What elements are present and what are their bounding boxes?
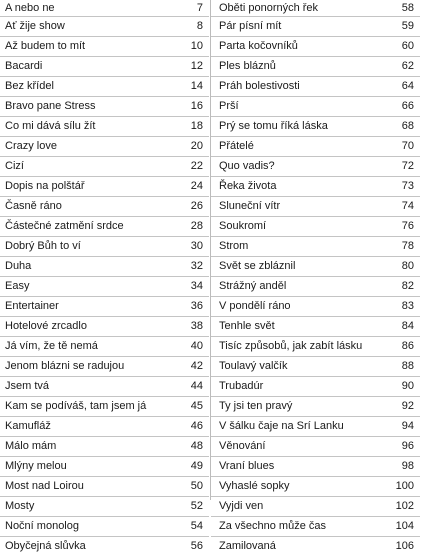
toc-entry-title: Most nad Loirou [5,480,84,492]
toc-entry [211,517,420,537]
toc-entry [0,437,209,457]
toc-entry [0,377,209,397]
toc-entry-title: Bez křídel [5,80,54,92]
toc-entry-title: Sluneční vítr [219,200,281,212]
toc-entry-title: Zamilovaná [219,540,276,552]
toc-list-left [0,0,209,557]
toc-entry-page-number: 64 [401,80,414,92]
toc-entry-page-number: 14 [190,80,203,92]
toc-entry-title: Bravo pane Stress [5,100,96,112]
toc-entry-title: V pondělí ráno [219,300,291,312]
toc-entry [211,477,420,497]
toc-entry-page-number: 62 [401,60,414,72]
toc-entry [211,57,420,77]
toc-entry-title: Přátelé [219,140,254,152]
toc-entry-page-number: 88 [401,360,414,372]
toc-entry [211,297,420,317]
toc-entry-title: Toulavý valčík [219,360,288,372]
toc-entry-title: Trubadúr [219,380,264,392]
toc-entry-page-number: 36 [190,300,203,312]
toc-entry-page-number: 98 [401,460,414,472]
toc-entry-title: V šálku čaje na Srí Lanku [219,420,344,432]
toc-entry [0,457,209,477]
toc-entry-title: Bacardi [5,60,43,72]
toc-entry [0,0,209,17]
toc-entry-page-number: 26 [190,200,203,212]
toc-entry-title: Jenom blázni se radujou [5,360,125,372]
toc-entry-page-number: 58 [401,2,414,14]
toc-entry [0,517,209,537]
toc-entry-title: Ples bláznů [219,60,276,72]
toc-entry-title: Mlýny melou [5,460,67,472]
toc-entry [0,297,209,317]
toc-entry-page-number: 56 [190,540,203,552]
toc-entry-title: Prší [219,100,239,112]
toc-entry-page-number: 104 [395,520,414,532]
toc-entry-page-number: 44 [190,380,203,392]
toc-entry-page-number: 82 [401,280,414,292]
toc-entry [211,37,420,57]
toc-entry-page-number: 24 [190,180,203,192]
toc-entry-page-number: 72 [401,160,414,172]
toc-entry [211,537,420,557]
toc-entry-page-number: 32 [190,260,203,272]
toc-entry-title: Quo vadis? [219,160,275,172]
toc-entry [0,57,209,77]
toc-entry [211,97,420,117]
toc-entry-title: Noční monolog [5,520,79,532]
toc-entry-page-number: 83 [401,300,414,312]
toc-entry [0,137,209,157]
toc-entry-title: Ať žije show [5,20,65,32]
toc-entry [211,77,420,97]
toc-entry-page-number: 7 [196,2,203,14]
toc-entry-title: Až budem to mít [5,40,86,52]
toc-entry [0,277,209,297]
toc-entry-title: Duha [5,260,32,272]
toc-entry-title: Kamufláž [5,420,51,432]
toc-entry-title: Hotelové zrcadlo [5,320,87,332]
toc-entry [211,217,420,237]
toc-entry-title: Easy [5,280,30,292]
toc-entry-page-number: 70 [401,140,414,152]
toc-entry [211,137,420,157]
toc-entry-page-number: 45 [190,400,203,412]
toc-entry-title: Svět se zbláznil [219,260,296,272]
toc-entry [0,257,209,277]
toc-entry-title: Částečné zatmění srdce [5,220,124,232]
toc-entry [211,197,420,217]
toc-entry [211,0,420,17]
toc-entry-page-number: 90 [401,380,414,392]
toc-entry-title: Kam se podíváš, tam jsem já [5,400,147,412]
toc-entry-title: Cizí [5,160,24,172]
toc-entry-title: Za všechno může čas [219,520,326,532]
toc-entry [211,177,420,197]
toc-entry-title: Vyjdi ven [219,500,264,512]
toc-entry-page-number: 40 [190,340,203,352]
toc-entry [0,117,209,137]
toc-entry [211,257,420,277]
toc-entry [211,277,420,297]
toc-entry-page-number: 16 [190,100,203,112]
toc-entry-page-number: 54 [190,520,203,532]
toc-entry [0,77,209,97]
toc-entry-title: Dopis na polštář [5,180,85,192]
toc-entry-page-number: 60 [401,40,414,52]
toc-entry-title: Já vím, že tě nemá [5,340,98,352]
toc-entry [211,417,420,437]
toc-entry [211,377,420,397]
toc-entry-page-number: 30 [190,240,203,252]
toc-entry-page-number: 34 [190,280,203,292]
toc-entry-page-number: 8 [196,20,203,32]
toc-entry-page-number: 92 [401,400,414,412]
toc-entry-page-number: 50 [190,480,203,492]
toc-entry-title: Oběti ponorných řek [219,2,319,14]
toc-entry-page-number: 74 [401,200,414,212]
toc-entry-title: Jsem tvá [5,380,50,392]
toc-entry-title: Tenhle svět [219,320,275,332]
toc-entry-page-number: 68 [401,120,414,132]
toc-entry-title: Strážný anděl [219,280,287,292]
toc-entry-page-number: 86 [401,340,414,352]
toc-entry [211,457,420,477]
toc-entry-title: Crazy love [5,140,57,152]
toc-entry-page-number: 80 [401,260,414,272]
toc-entry-page-number: 10 [190,40,203,52]
toc-entry-page-number: 22 [190,160,203,172]
toc-entry-title: Obyčejná slůvka [5,540,86,552]
toc-entry [0,337,209,357]
toc-entry-page-number: 42 [190,360,203,372]
toc-entry-page-number: 106 [395,540,414,552]
toc-entry-page-number: 59 [401,20,414,32]
toc-entry-page-number: 49 [190,460,203,472]
toc-entry [0,357,209,377]
toc-entry [211,357,420,377]
toc-entry [0,97,209,117]
toc-entry-title: Časně ráno [5,200,62,212]
toc-entry-title: Parta kočovníků [219,40,298,52]
toc-entry [0,197,209,217]
toc-entry [0,417,209,437]
toc-entry-title: Co mi dává sílu žít [5,120,96,132]
toc-column-right [211,0,420,552]
toc-entry-page-number: 12 [190,60,203,72]
toc-column-left [0,0,209,552]
toc-entry-page-number: 96 [401,440,414,452]
toc-entry-title: Dobrý Bůh to ví [5,240,81,252]
toc-entry-page-number: 66 [401,100,414,112]
toc-entry [0,537,209,557]
toc-entry [211,317,420,337]
toc-list-right [211,0,420,557]
toc-entry [211,497,420,517]
toc-entry-page-number: 48 [190,440,203,452]
toc-entry [211,17,420,37]
toc-entry-page-number: 46 [190,420,203,432]
toc-entry [0,157,209,177]
toc-entry [0,217,209,237]
toc-entry [211,337,420,357]
toc-entry-title: Práh bolestivosti [219,80,300,92]
toc-entry [0,397,209,417]
toc-entry [0,177,209,197]
toc-entry [0,317,209,337]
toc-entry-title: Vraní blues [219,460,275,472]
toc-entry-page-number: 73 [401,180,414,192]
toc-entry-page-number: 94 [401,420,414,432]
toc-entry-title: Ty jsi ten pravý [219,400,293,412]
toc-entry-title: Málo mám [5,440,57,452]
toc-entry-page-number: 38 [190,320,203,332]
toc-entry [211,437,420,457]
toc-entry [211,397,420,417]
toc-entry-title: Vyhaslé sopky [219,480,290,492]
toc-entry-page-number: 76 [401,220,414,232]
toc-entry [0,237,209,257]
toc-entry-page-number: 100 [395,480,414,492]
toc-entry [211,117,420,137]
toc-entry-page-number: 28 [190,220,203,232]
toc-entry [211,237,420,257]
toc-entry-title: Tisíc způsobů, jak zabít lásku [219,340,363,352]
toc-entry-title: A nebo ne [5,2,55,14]
toc-entry-page-number: 18 [190,120,203,132]
toc-entry-page-number: 102 [395,500,414,512]
toc-entry-title: Soukromí [219,220,267,232]
toc-entry-title: Strom [219,240,249,252]
toc-entry-title: Entertainer [5,300,59,312]
toc-entry-title: Věnování [219,440,266,452]
toc-entry-page-number: 52 [190,500,203,512]
toc-entry [0,497,209,517]
toc-entry-page-number: 20 [190,140,203,152]
toc-entry [0,37,209,57]
toc-entry-page-number: 78 [401,240,414,252]
toc-entry-title: Mosty [5,500,35,512]
toc-entry [0,17,209,37]
toc-entry-title: Pár písní mít [219,20,282,32]
toc-entry-title: Řeka života [219,180,277,192]
toc-entry-title: Prý se tomu říká láska [219,120,328,132]
toc-entry [0,477,209,497]
toc-entry [211,157,420,177]
toc-entry-page-number: 84 [401,320,414,332]
